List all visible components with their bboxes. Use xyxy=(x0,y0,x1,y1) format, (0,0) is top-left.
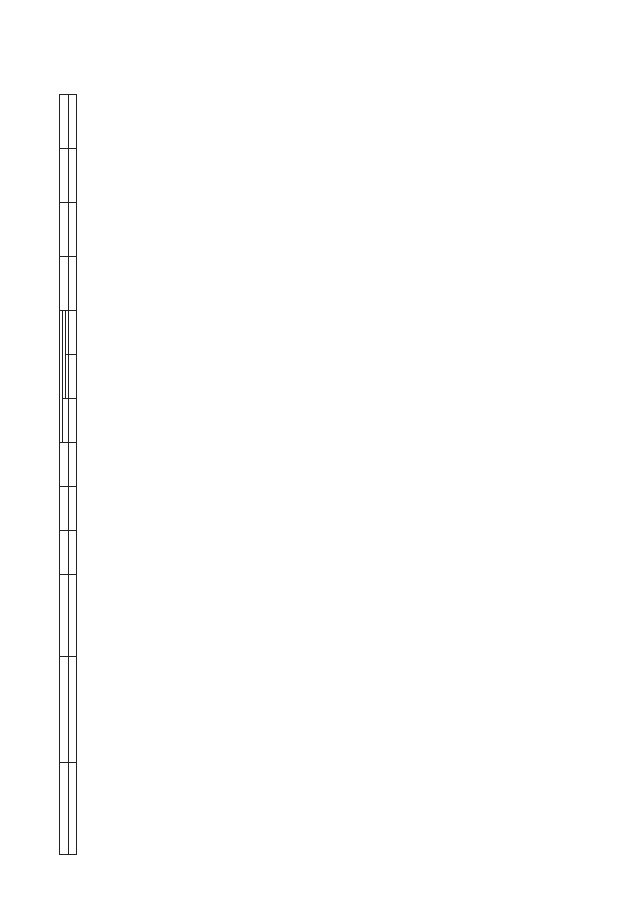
col-num xyxy=(69,487,77,531)
col-num xyxy=(69,203,77,257)
header-2022 xyxy=(60,95,69,149)
header-2016 xyxy=(60,487,69,531)
table-subtitle xyxy=(52,95,60,531)
col-num xyxy=(69,355,77,399)
header-2021 xyxy=(60,149,69,203)
col-num xyxy=(69,575,77,657)
col-num xyxy=(69,149,77,203)
header-program xyxy=(60,657,69,763)
col-num xyxy=(69,443,77,487)
budget-table xyxy=(45,94,77,855)
col-num xyxy=(69,399,77,443)
col-num xyxy=(69,657,77,763)
col-num xyxy=(69,311,77,355)
header-total xyxy=(60,531,69,575)
table-title xyxy=(45,95,52,531)
header-2019 xyxy=(60,257,69,311)
header-2017 xyxy=(60,443,69,487)
budget-table-sheet xyxy=(45,95,625,855)
col-num xyxy=(69,257,77,311)
col-num xyxy=(69,531,77,575)
col-num xyxy=(69,95,77,149)
column-numbers-row xyxy=(69,95,77,855)
header-status xyxy=(60,763,69,855)
header-executor xyxy=(60,575,69,657)
header-2020 xyxy=(60,203,69,257)
col-num xyxy=(69,763,77,855)
